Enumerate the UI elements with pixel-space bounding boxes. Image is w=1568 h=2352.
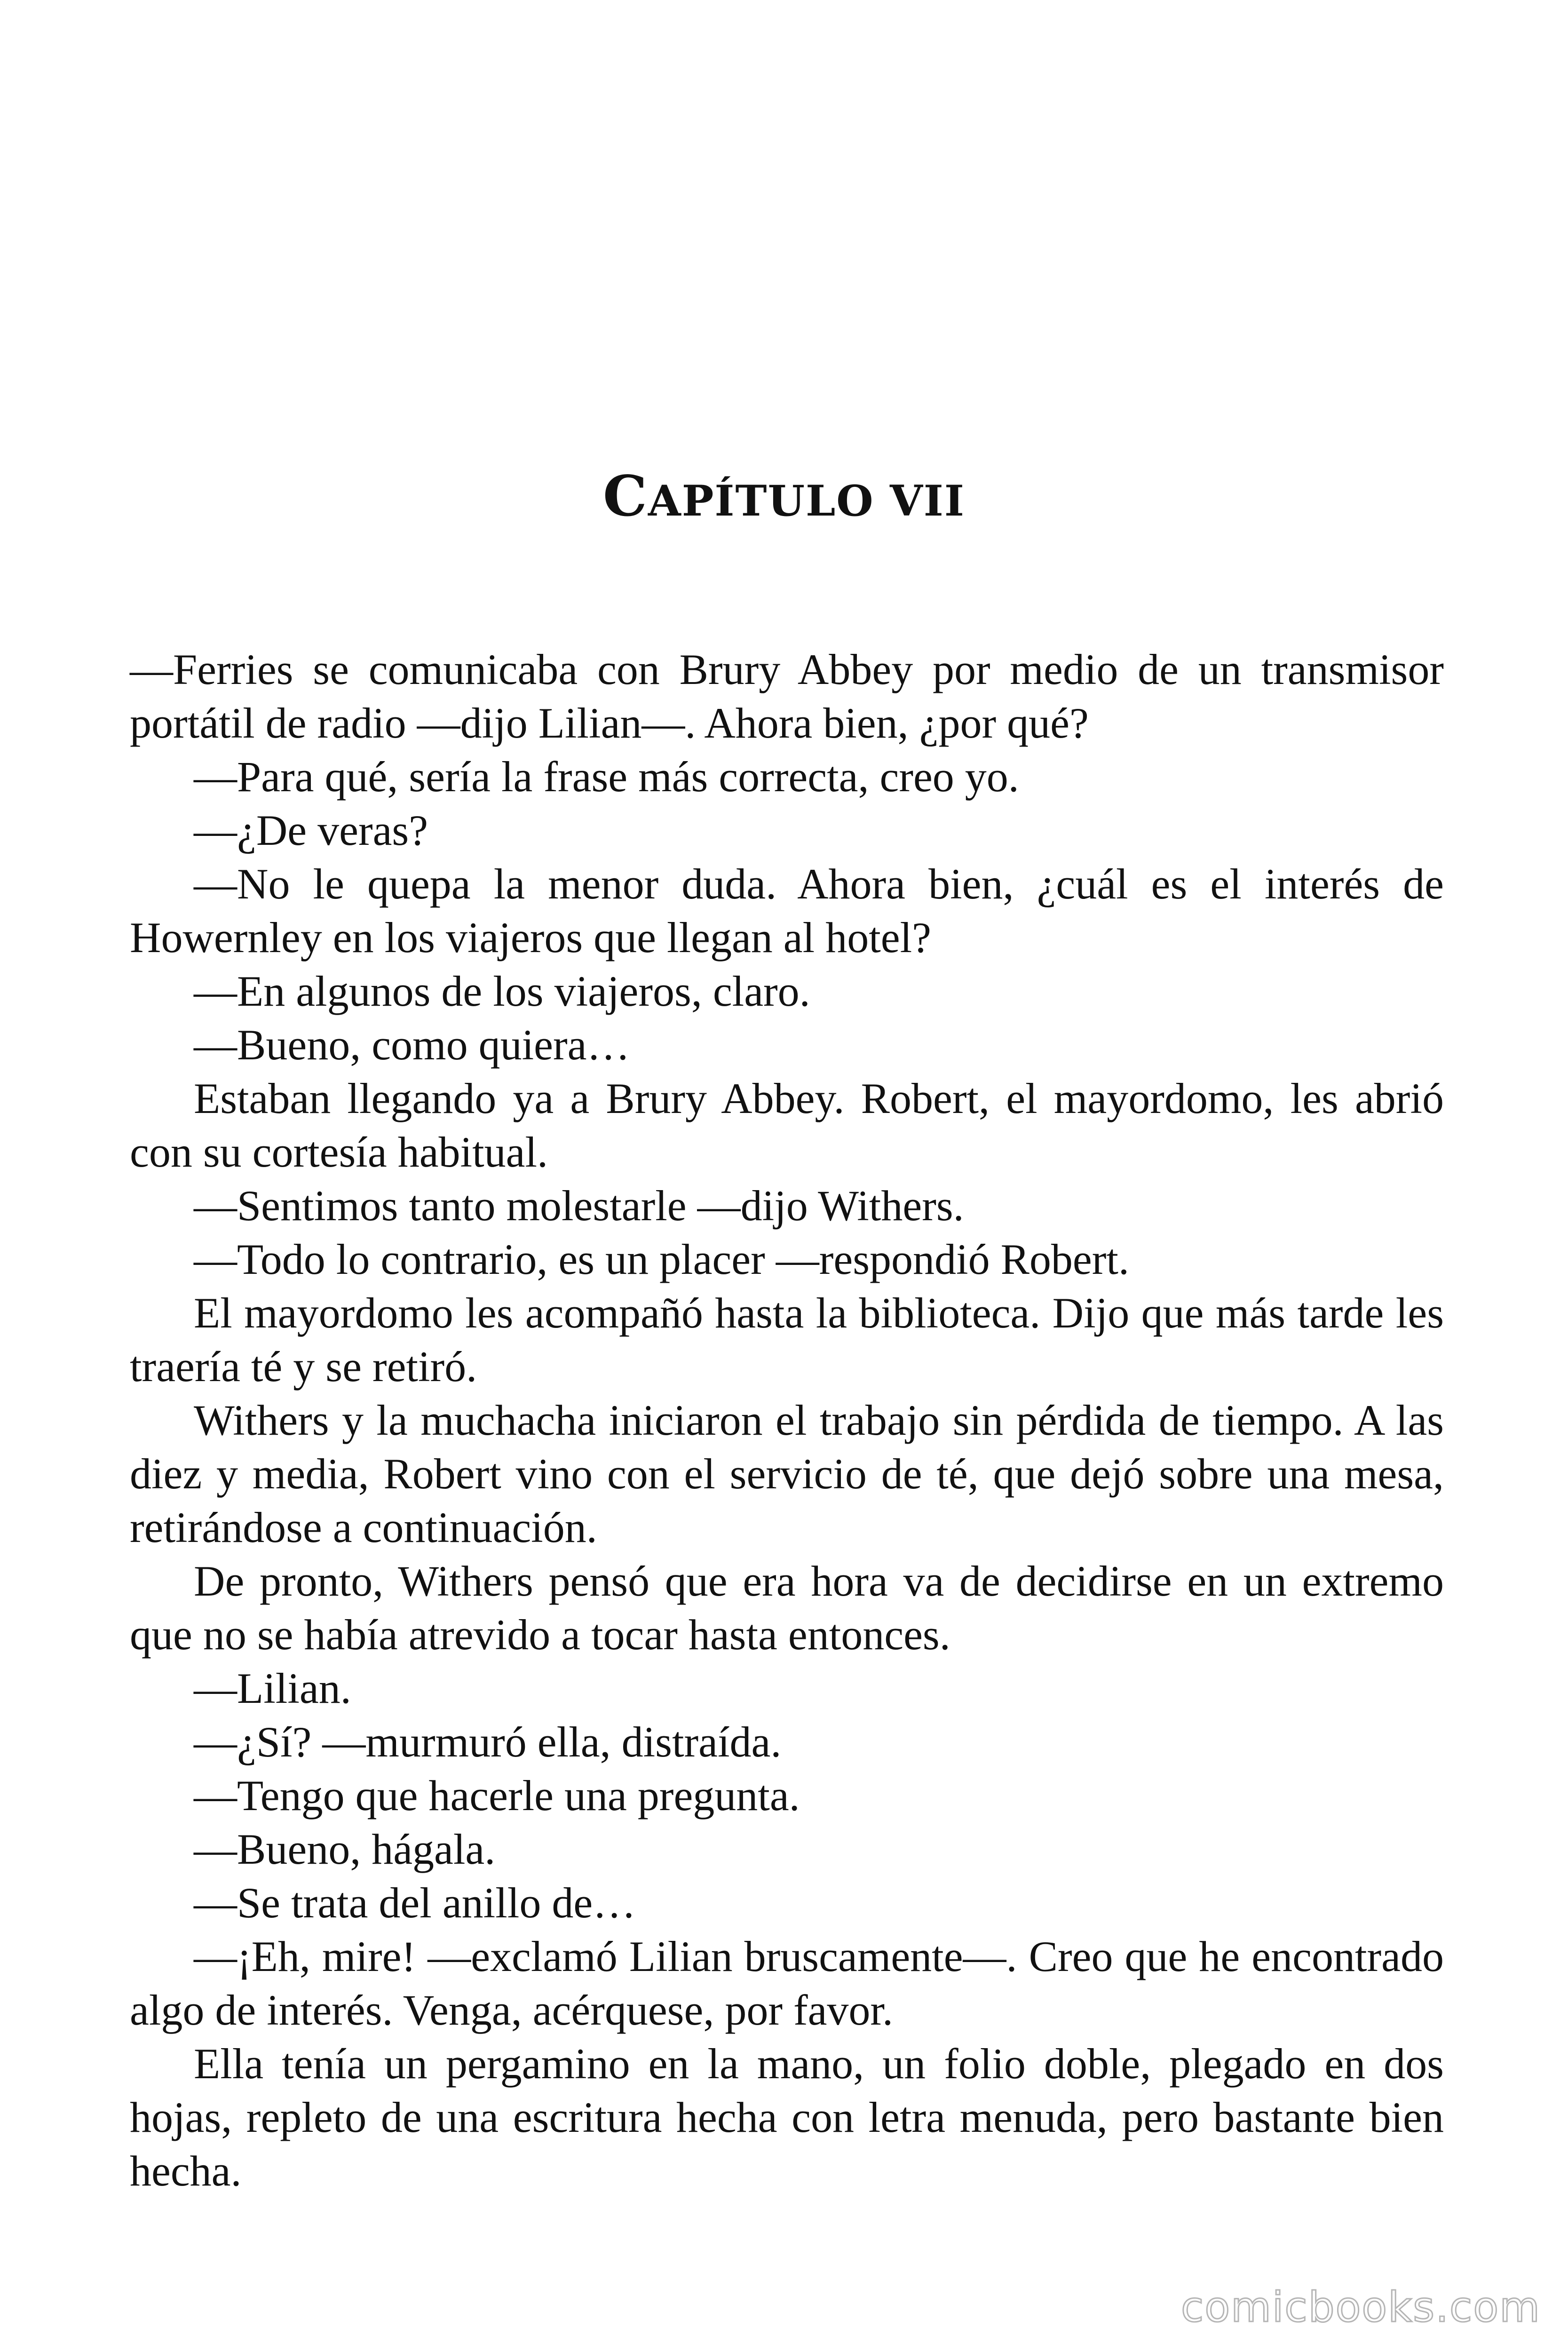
watermark: comicbooks.com [1180, 2283, 1541, 2331]
paragraph: —Tengo que hacerle una pregunta. [194, 1772, 800, 1820]
paragraph: —Ferries se comunicaba con Brury Abbey por medio de un transmisor portátil de radio —dijo Lilian—. Ahora bien, ¿por qué? [130, 645, 1444, 747]
chapter-body [130, 643, 1444, 2198]
paragraph: —Para qué, sería la frase más correcta, creo yo. [194, 753, 1019, 801]
paragraph: Ella tenía un pergamino en la mano, un folio doble, plegado en dos hojas, repleto de una escritura hecha con letra menuda, pero bastante bien hecha. [130, 2040, 1444, 2195]
paragraph: —¡Eh, mire! —exclamó Lilian bruscamente—. Creo que he encontrado algo de interés. Venga, acérquese, por favor. [130, 1932, 1444, 2034]
paragraph: —Bueno, como quiera… [194, 1021, 630, 1069]
paragraph: —¿Sí? —murmuró ella, distraída. [194, 1718, 782, 1766]
chapter-title [0, 459, 1568, 539]
paragraph: Estaban llegando ya a Brury Abbey. Robert, el mayordomo, les abrió con su cortesía habitual. [130, 1074, 1444, 1176]
paragraph: —En algunos de los viajeros, claro. [194, 967, 810, 1015]
paragraph: De pronto, Withers pensó que era hora va de decidirse en un extremo que no se había atrevido a tocar hasta entonces. [130, 1557, 1444, 1659]
paragraph: —Todo lo contrario, es un placer —respondió Robert. [194, 1235, 1129, 1283]
paragraph: Withers y la muchacha iniciaron el trabajo sin pérdida de tiempo. A las diez y media, Robert vino con el servicio de té, que dejó sobre una mesa, retirándose a continuación. [130, 1396, 1444, 1551]
paragraph: —Sentimos tanto molestarle —dijo Withers. [194, 1182, 964, 1230]
paragraph: —No le quepa la menor duda. Ahora bien, ¿cuál es el interés de Howernley en los viajeros que llegan al hotel? [130, 860, 1444, 961]
paragraph: —Se trata del anillo de… [194, 1879, 636, 1927]
chapter-title-rest: APÍTULO VII [648, 476, 966, 526]
paragraph: —¿De veras? [194, 806, 428, 854]
paragraph: —Bueno, hágala. [194, 1825, 496, 1873]
chapter-title-initial: C [602, 463, 648, 529]
paragraph: El mayordomo les acompañó hasta la biblioteca. Dijo que más tarde les traería té y se retiró. [130, 1289, 1444, 1391]
paragraph: —Lilian. [194, 1664, 351, 1712]
